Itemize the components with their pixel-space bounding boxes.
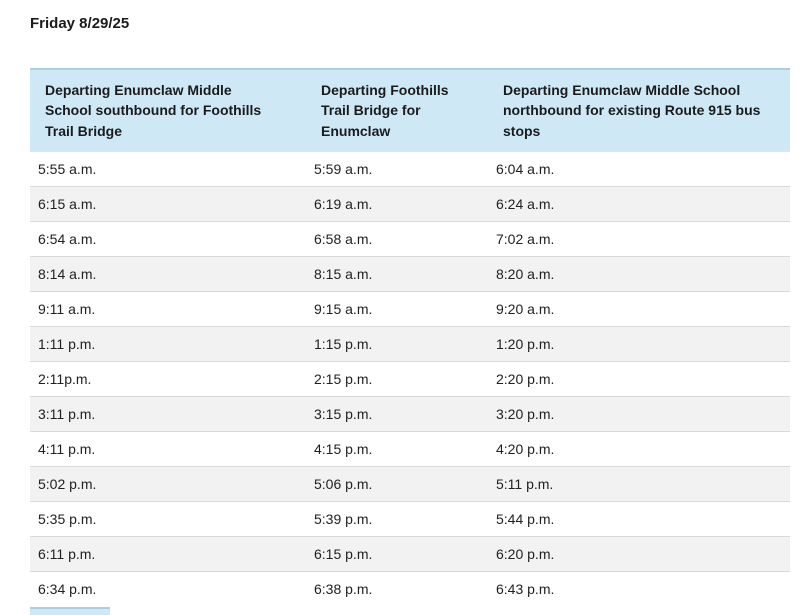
time-cell: 6:54 a.m.: [30, 221, 306, 256]
table-row: [30, 536, 790, 571]
table-row: [30, 431, 790, 466]
time-cell: 2:15 p.m.: [306, 361, 488, 396]
table-row: [30, 396, 790, 431]
time-cell: 5:59 a.m.: [306, 151, 488, 186]
column-header-southbound: Departing Enumclaw Middle School southbound for Foothills Trail Bridge: [30, 69, 306, 151]
time-cell: 9:15 a.m.: [306, 291, 488, 326]
time-cell: 1:20 p.m.: [488, 326, 790, 361]
time-cell: 5:44 p.m.: [488, 501, 790, 536]
time-cell: 6:04 a.m.: [488, 151, 790, 186]
time-cell: 4:15 p.m.: [306, 431, 488, 466]
time-cell: 4:11 p.m.: [30, 431, 306, 466]
time-cell: 5:11 p.m.: [488, 466, 790, 501]
time-cell: 5:06 p.m.: [306, 466, 488, 501]
table-row: [30, 326, 790, 361]
time-cell: 6:19 a.m.: [306, 186, 488, 221]
time-cell: 9:11 a.m.: [30, 291, 306, 326]
time-cell: 5:55 a.m.: [30, 151, 306, 186]
table-row: [30, 361, 790, 396]
time-cell: 6:58 a.m.: [306, 221, 488, 256]
table-row: [30, 256, 790, 291]
time-cell: 8:20 a.m.: [488, 256, 790, 291]
time-cell: 1:11 p.m.: [30, 326, 306, 361]
header-row: [30, 69, 790, 151]
time-cell: 3:15 p.m.: [306, 396, 488, 431]
schedule-table: [30, 68, 790, 606]
time-cell: 1:15 p.m.: [306, 326, 488, 361]
time-cell: 6:24 a.m.: [488, 186, 790, 221]
next-table-header-partial: [30, 607, 110, 615]
time-cell: 5:35 p.m.: [30, 501, 306, 536]
table-row: [30, 151, 790, 186]
time-cell: 5:02 p.m.: [30, 466, 306, 501]
table-row: [30, 466, 790, 501]
time-cell: 4:20 p.m.: [488, 431, 790, 466]
table-row: [30, 221, 790, 256]
time-cell: 3:11 p.m.: [30, 396, 306, 431]
column-header-bridge-to-enumclaw: Departing Foothills Trail Bridge for Enumclaw: [306, 69, 488, 151]
time-cell: 6:20 p.m.: [488, 536, 790, 571]
time-cell: 6:15 a.m.: [30, 186, 306, 221]
time-cell: 8:14 a.m.: [30, 256, 306, 291]
column-header-northbound: Departing Enumclaw Middle School northbound for existing Route 915 bus stops: [488, 69, 790, 151]
table-row: [30, 571, 790, 606]
time-cell: 5:39 p.m.: [306, 501, 488, 536]
table-row: [30, 186, 790, 221]
page-title: Friday 8/29/25: [30, 15, 130, 32]
schedule-table-body: [30, 151, 790, 606]
table-row: [30, 291, 790, 326]
time-cell: 7:02 a.m.: [488, 221, 790, 256]
time-cell: 2:11p.m.: [30, 361, 306, 396]
time-cell: 6:11 p.m.: [30, 536, 306, 571]
time-cell: 2:20 p.m.: [488, 361, 790, 396]
time-cell: 6:34 p.m.: [30, 571, 306, 606]
time-cell: 6:38 p.m.: [306, 571, 488, 606]
schedule-table-header: [30, 69, 790, 151]
time-cell: 3:20 p.m.: [488, 396, 790, 431]
table-row: [30, 501, 790, 536]
time-cell: 8:15 a.m.: [306, 256, 488, 291]
time-cell: 6:15 p.m.: [306, 536, 488, 571]
time-cell: 9:20 a.m.: [488, 291, 790, 326]
time-cell: 6:43 p.m.: [488, 571, 790, 606]
